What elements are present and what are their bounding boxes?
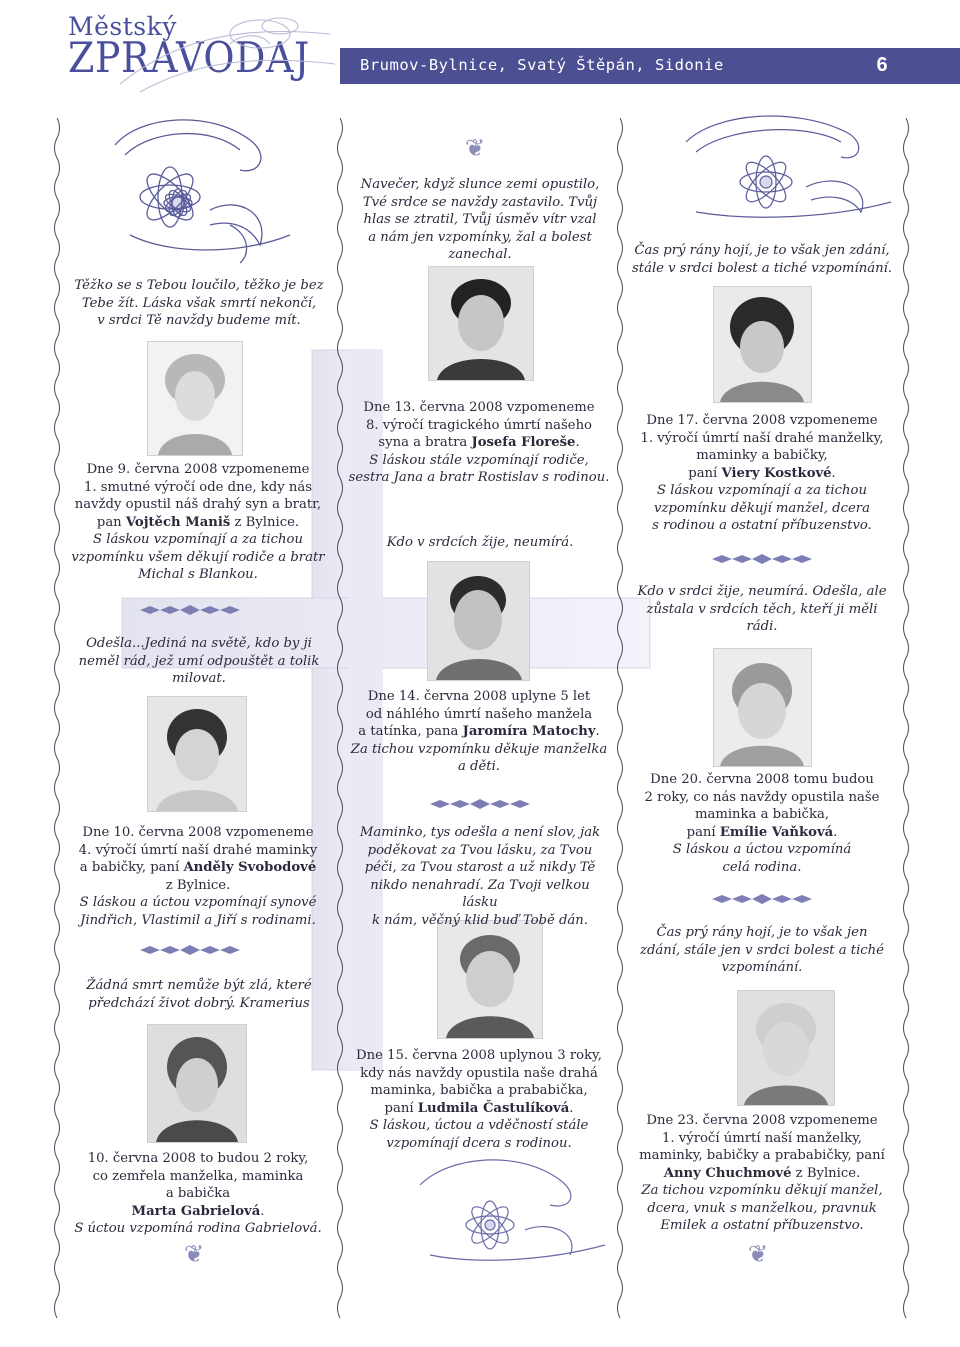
portrait-photo xyxy=(713,648,812,767)
portrait-photo xyxy=(427,561,530,681)
obituary-line: maminky, babičky a prababičky, paní xyxy=(639,1148,885,1163)
flower-ornament-top-right xyxy=(676,112,896,222)
obituary-line: Dne 10. června 2008 vzpomeneme xyxy=(82,825,314,840)
quote-line: zanechal. xyxy=(448,247,512,262)
flower-ornament-bottom-middle xyxy=(410,1155,610,1265)
obituary-chuchmova xyxy=(628,1112,896,1235)
quote-line: v srdci Tě navždy budeme mít. xyxy=(97,313,301,328)
quote-line: Kdo v srdcích žije, neumírá. xyxy=(386,535,574,550)
obituary-line xyxy=(64,1203,332,1221)
quote-text xyxy=(352,824,608,929)
quote-line: vzpomínání. xyxy=(721,960,803,975)
quote-line: Navečer, když slunce zemi opustilo, xyxy=(360,177,600,192)
obituary-matocha xyxy=(346,688,612,776)
obituary-line: maminka a babička, xyxy=(694,807,830,822)
quote-line: Těžko se s Tebou loučilo, těžko je bez xyxy=(74,278,324,293)
obituary-line: a děti. xyxy=(457,759,500,774)
masthead-flower-ornament xyxy=(110,4,340,100)
quote-line: rádi. xyxy=(746,619,778,634)
text-fragment: a babičky, paní xyxy=(79,860,184,875)
banner-location-text: Brumov-Bylnice, Svatý Štěpán, Sidonie xyxy=(360,56,724,74)
quote-text xyxy=(72,977,326,1012)
person-name: Jaromíra Matochy xyxy=(462,724,596,739)
ornament-glyph-bottom-left: ❦ xyxy=(184,1240,205,1268)
obituary-line xyxy=(346,434,612,452)
quote-line: zůstala v srdcích těch, kteří ji měli xyxy=(646,601,878,617)
text-fragment: . xyxy=(569,1100,574,1116)
quote-line: Čas prý rány hojí, je to však jen zdání, xyxy=(634,243,890,258)
obituary-line: Za tichou vzpomínku děkují manžel, xyxy=(641,1183,883,1198)
obituary-line: 1. výročí úmrtí naší manželky, xyxy=(662,1130,862,1146)
quote-text xyxy=(634,924,890,977)
obituary-line: Dne 20. června 2008 tomu budou xyxy=(650,772,874,787)
column-divider-mid-left xyxy=(333,118,347,1328)
quote-line: zdání, stále jen v srdci bolest a tiché xyxy=(640,942,884,958)
text-fragment: . xyxy=(260,1203,265,1219)
quote-line: neměl rád, jež umí odpouštět a tolik xyxy=(78,653,320,669)
obituary-line: S láskou vzpomínají a za tichou xyxy=(93,532,303,547)
obituary-line: S láskou vzpomínají a za tichou xyxy=(657,483,867,498)
column-divider-right xyxy=(899,118,913,1328)
obituary-line: 1. smutné výročí ode dne, kdy nás xyxy=(84,479,312,495)
obituary-gabrielova xyxy=(64,1150,332,1238)
person-name: Anny Chuchmové xyxy=(663,1165,792,1181)
obituary-line: 10. června 2008 to budou 2 roky, xyxy=(87,1151,309,1166)
quote-line: Čas prý rány hojí, je to však jen xyxy=(656,925,868,940)
quote-text xyxy=(352,534,608,552)
quote-line: Tvé srdce se navždy zastavilo. Tvůj xyxy=(362,194,598,210)
text-fragment: syna a bratra xyxy=(378,435,472,450)
obituary-line: S láskou stále vzpomínají rodiče, xyxy=(369,452,589,468)
obituary-line: maminky a babičky, xyxy=(696,448,828,463)
obituary-line: co zemřela manželka, maminka xyxy=(92,1168,304,1184)
obituary-line: sestra Jana a bratr Rostislav s rodinou. xyxy=(348,470,610,485)
quote-line: Kdo v srdci žije, neumírá. Odešla, ale xyxy=(637,584,887,599)
obituary-svobodova xyxy=(64,824,332,929)
diamond-separator xyxy=(712,553,812,565)
obituary-line: Dne 13. června 2008 vzpomeneme xyxy=(363,400,595,415)
diamond-separator xyxy=(140,944,240,956)
obituary-line: 2 roky, co nás navždy opustila naše xyxy=(644,789,880,805)
portrait-photo xyxy=(428,266,534,381)
portrait-photo xyxy=(147,696,247,812)
obituary-line: Dne 17. června 2008 vzpomeneme xyxy=(646,413,878,428)
flower-ornament-top-left xyxy=(100,115,300,265)
quote-text xyxy=(634,583,890,636)
obituary-line: dcera, vnuk s manželkou, pravnuk xyxy=(647,1200,877,1216)
obituary-line: S láskou, úctou a vděčností stále xyxy=(369,1118,589,1133)
obituary-line: kdy nás navždy opustila naše drahá xyxy=(360,1065,598,1081)
obituary-line: 1. výročí úmrtí naší drahé manželky, xyxy=(640,430,884,446)
quote-line: a nám jen vzpomínky, žal a bolest xyxy=(368,229,592,245)
obituary-line: Dne 14. června 2008 uplyne 5 let xyxy=(367,689,591,704)
obituary-line: z Bylnice. xyxy=(165,877,231,893)
portrait-photo xyxy=(147,1024,247,1143)
obituary-line: maminka, babička a prababička, xyxy=(370,1083,588,1098)
obituary-line: vzpomínají dcera s rodinou. xyxy=(386,1135,572,1151)
obituary-line: S láskou a úctou vzpomíná xyxy=(672,842,852,857)
diamond-separator xyxy=(430,798,530,810)
quote-line: milovat. xyxy=(172,671,226,686)
obituary-line: Za tichou vzpomínku děkuje manželka xyxy=(350,741,608,757)
text-fragment: z Bylnice. xyxy=(791,1165,861,1181)
text-fragment: paní xyxy=(688,465,722,481)
quote-text xyxy=(72,635,326,688)
quote-line: stále v srdci bolest a tiché vzpomínání. xyxy=(632,260,892,276)
quote-line: k nám, věčný klid buď Tobě dán. xyxy=(372,912,588,928)
ornament-glyph-top-middle: ❦ xyxy=(465,134,486,162)
quote-text xyxy=(72,277,326,330)
obituary-line: Jindřich, Vlastimil a Jiří s rodinami. xyxy=(80,912,316,928)
column-divider-left xyxy=(50,118,64,1328)
quote-line: Maminko, tys odešla a není slov, jak xyxy=(359,825,601,840)
obituary-line: Michal s Blankou. xyxy=(138,567,258,582)
quote-text xyxy=(352,176,608,264)
masthead-title-small: Městský xyxy=(68,12,177,41)
quote-line: poděkovat za Tvou lásku, za Tvou xyxy=(367,842,593,858)
obituary-line: S úctou vzpomíná rodina Gabrielová. xyxy=(74,1221,322,1236)
portrait-photo xyxy=(147,341,243,456)
quote-line: předchází život dobrý. Kramerius xyxy=(88,995,310,1011)
obituary-line: 8. výročí tragického úmrtí našeho xyxy=(365,417,593,433)
text-fragment: paní xyxy=(686,824,720,840)
obituary-line: S láskou a úctou vzpomínají synové xyxy=(79,895,317,910)
obituary-kostkova xyxy=(628,412,896,535)
person-name: Anděly Svobodové xyxy=(183,860,317,875)
obituary-line: Dne 15. června 2008 uplynou 3 roky, xyxy=(356,1048,602,1063)
text-fragment: . xyxy=(831,465,836,481)
text-fragment: . xyxy=(833,824,838,840)
quote-line: Žádná smrt nemůže být zlá, které xyxy=(86,978,312,993)
obituary-line: Dne 23. června 2008 vzpomeneme xyxy=(646,1113,878,1128)
quote-line: hlas se ztratil, Tvůj úsměv vítr vzal xyxy=(363,212,597,227)
obituary-line: vzpomínku děkují manžel, dcera xyxy=(654,500,870,516)
quote-text xyxy=(630,242,894,277)
person-name: Ludmila Častulíková xyxy=(417,1100,570,1116)
obituary-line: od náhlého úmrtí našeho manžela xyxy=(365,706,593,722)
person-name: Marta Gabrielová xyxy=(131,1203,261,1219)
obituary-line: s rodinou a ostatní příbuzenstvo. xyxy=(652,518,872,533)
obituary-line: vzpomínku všem děkují rodiče a bratr xyxy=(71,549,325,565)
masthead-title-big: ZPRAVODAJ xyxy=(68,33,310,83)
ornament-glyph-bottom-right: ❦ xyxy=(748,1240,769,1268)
obituary-castulikova xyxy=(346,1047,612,1152)
text-fragment: z Bylnice. xyxy=(230,514,300,530)
quote-line: Odešla...Jediná na světě, kdo by ji xyxy=(86,636,312,651)
person-name: Josefa Floreše xyxy=(471,435,576,450)
text-fragment: . xyxy=(575,435,580,450)
obituary-line: 4. výročí úmrtí naší drahé maminky xyxy=(78,842,318,858)
obituary-line xyxy=(64,859,332,877)
page-number: 6 xyxy=(876,54,888,76)
obituary-line xyxy=(628,465,896,483)
text-fragment: paní xyxy=(384,1100,418,1116)
diamond-separator xyxy=(140,604,240,616)
obituary-line xyxy=(628,824,896,842)
obituary-flores xyxy=(346,399,612,487)
obituary-line: Dne 9. června 2008 vzpomeneme xyxy=(86,462,310,477)
obituary-line: navždy opustil náš drahý syn a bratr, xyxy=(74,497,322,512)
obituary-line: a babička xyxy=(165,1186,231,1201)
obituary-line xyxy=(64,514,332,532)
diamond-separator xyxy=(712,893,812,905)
obituary-line: Emilek a ostatní příbuzenstvo. xyxy=(660,1218,864,1233)
header-banner xyxy=(340,48,960,84)
obituary-manis xyxy=(64,461,332,584)
obituary-line: celá rodina. xyxy=(722,859,802,875)
text-fragment: . xyxy=(595,724,600,739)
person-name: Viery Kostkové xyxy=(721,465,832,481)
portrait-photo xyxy=(713,286,812,403)
portrait-photo xyxy=(437,920,543,1039)
person-name: Vojtěch Maniš xyxy=(125,514,231,530)
obituary-line xyxy=(628,1165,896,1183)
quote-line: nikdo nenahradí. Za Tvoji velkou lásku xyxy=(370,877,590,910)
text-fragment: a tatínka, pana xyxy=(358,724,463,739)
person-name: Emílie Vaňková xyxy=(719,824,834,840)
text-fragment: pan xyxy=(96,514,126,530)
portrait-photo xyxy=(737,990,835,1106)
column-divider-mid-right xyxy=(613,118,627,1328)
obituary-vankova xyxy=(628,771,896,876)
quote-line: péči, za Tvou starost a už nikdy Tě xyxy=(364,860,596,875)
obituary-line xyxy=(346,1100,612,1118)
obituary-line xyxy=(346,723,612,741)
quote-line: Tebe žít. Láska však smrtí nekončí, xyxy=(81,295,317,311)
